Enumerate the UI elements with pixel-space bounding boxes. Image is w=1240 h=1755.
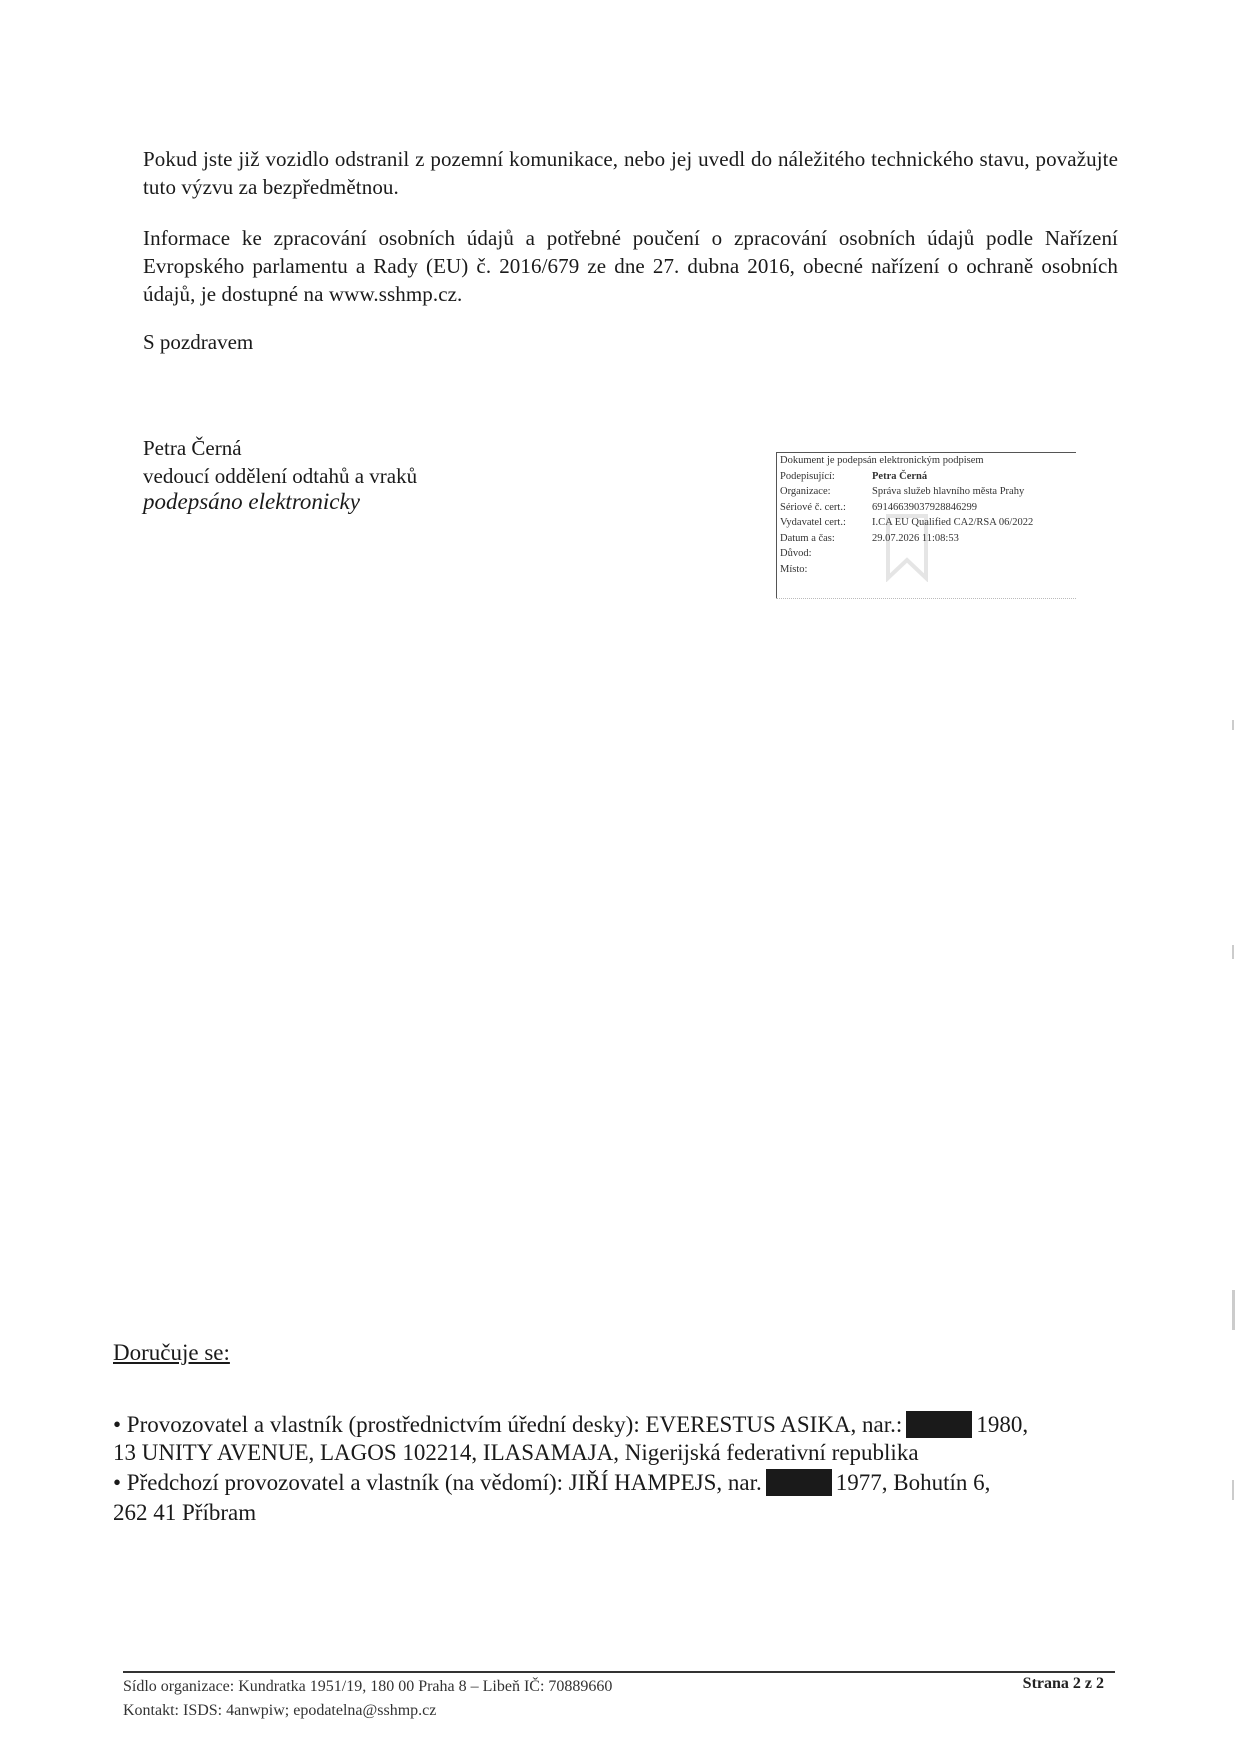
signatory-name: Petra Černá <box>143 436 242 460</box>
stamp-row-place: Místo: <box>780 563 808 575</box>
recipient-2-line-1: • Předchozí provozovatel a vlastník (na vědomí): JIŘÍ HAMPEJS, nar. 1977, Bohutín 6, <box>113 1470 991 1495</box>
signatory-role: vedoucí oddělení odtahů a vraků <box>143 464 418 488</box>
scan-artifact <box>1232 720 1234 730</box>
stamp-row-organization: Organizace: Správa služeb hlavního města Prahy <box>780 486 1025 497</box>
page-number: Strana 2 z 2 <box>1022 1675 1104 1692</box>
electronic-signature-stamp <box>776 452 1076 599</box>
stamp-left-border <box>776 452 777 599</box>
recipient-2-line-2: 262 41 Příbram <box>113 1500 257 1525</box>
redaction-birthdate-2 <box>766 1469 832 1496</box>
stamp-header: Dokument je podepsán elektronickým podpisem <box>780 455 984 466</box>
footer-address: Sídlo organizace: Kundratka 1951/19, 180 00 Praha 8 – Libeň IČ: 70889660 <box>123 1678 613 1695</box>
recipient-1-line-1: • Provozovatel a vlastník (prostřednictvím úřední desky): EVERESTUS ASIKA, nar.: 1980, <box>113 1412 1029 1437</box>
stamp-row-signer: Podepisující: Petra Černá <box>780 470 928 482</box>
scan-artifact <box>1232 1480 1234 1500</box>
stamp-row-reason: Důvod: <box>780 548 812 559</box>
recipient-1-line-2: 13 UNITY AVENUE, LAGOS 102214, ILASAMAJA, Nigerijská federativní republika <box>113 1440 919 1465</box>
paragraph-gdpr-info: Informace ke zpracování osobních údajů a potřebné poučení o zpracování osobních údajů podle Nařízení Evropského parlamentu a Rady (EU) č. 2016/679 ze dne 27. dubna 2016, obecné nařízení o ochraně osobních údajů, je dostupné na www.sshmp.cz. <box>143 226 1118 306</box>
stamp-row-serial: Sériové č. cert.: 6914663903792884629​9 <box>780 501 977 513</box>
signed-electronically-note: podepsáno elektronicky <box>143 489 360 514</box>
footer-contact: Kontakt: ISDS: 4anwpiw; epodatelna@sshmp.cz <box>123 1702 437 1719</box>
redaction-birthdate-1 <box>906 1411 972 1438</box>
stamp-row-datetime: Datum a čas: 29.07.2026 11:08:53 <box>780 532 959 544</box>
delivery-heading: Doručuje se: <box>113 1340 230 1365</box>
greeting: S pozdravem <box>143 330 254 354</box>
scan-artifact <box>1232 1290 1235 1330</box>
stamp-bottom-border <box>776 598 1076 599</box>
paragraph-vehicle-removed: Pokud jste již vozidlo odstranil z pozemní komunikace, nebo jej uvedl do náležitého technického stavu, považujte tuto výzvu za bezpředmětnou. <box>143 147 1118 199</box>
stamp-row-issuer: Vydavatel cert.: I.CA EU Qualified CA2/RSA 06/2022 <box>780 517 1034 528</box>
scan-artifact <box>1232 945 1234 959</box>
footer-divider <box>123 1671 1115 1673</box>
